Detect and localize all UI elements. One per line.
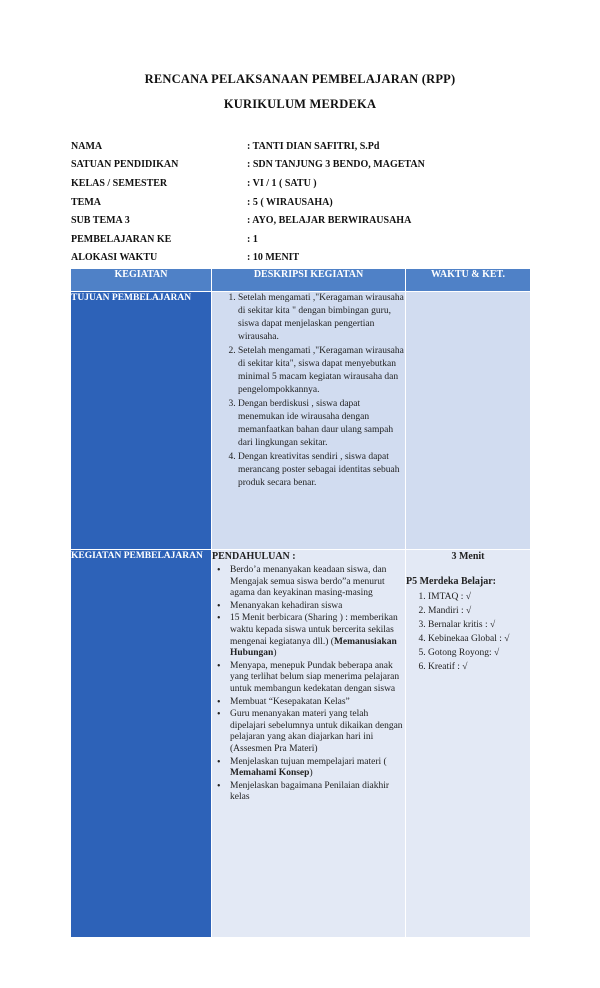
info-row-alokasi xyxy=(71,249,541,268)
list-item: 2. Mandiri : √ xyxy=(428,604,530,618)
list-item: 2. Setelah mengamati ,"Keragaman wirausaha di sekitar kita", siswa dapat menyebutkan minimal 5 macam kegiatan wirausaha dan pengelompokkannya. xyxy=(238,345,405,397)
list-item: • Menjelaskan tujuan mempelajari materi ( Memahami Konsep) xyxy=(230,757,405,780)
list-item: 1. Setelah mengamati ,"Keragaman wirausaha di sekitar kita " dengan bimbingan guru, siswa dapat menjelaskan pengertian wirausaha. xyxy=(238,292,405,344)
info-label: NAMA xyxy=(71,140,103,152)
table-row-kegiatan xyxy=(71,550,531,938)
table-row-tujuan xyxy=(71,292,531,550)
info-label: KELAS / SEMESTER xyxy=(71,177,168,189)
list-item: • 15 Menit berbicara (Sharing ) : memberikan waktu kepada siswa untuk bercerita sekilas mengenai kegiatanya dll.) (Memanusiakan Hubungan) xyxy=(230,613,405,659)
list-item: 6. Kreatif : √ xyxy=(428,660,530,674)
column-header-deskripsi: DESKRIPSI KEGIATAN xyxy=(212,269,406,292)
column-header-waktu: WAKTU & KET. xyxy=(406,269,531,292)
info-label: SUB TEMA 3 xyxy=(71,215,130,227)
info-value: : 5 ( WIRAUSAHA) xyxy=(247,196,333,208)
row-label-kegiatan: KEGIATAN PEMBELAJARAN xyxy=(71,550,212,938)
info-label: ALOKASI WAKTU xyxy=(71,252,158,264)
identity-info xyxy=(71,137,541,267)
tujuan-list xyxy=(212,292,405,490)
info-value: : VI / 1 ( SATU ) xyxy=(247,177,317,189)
kegiatan-waktu-cell xyxy=(406,550,531,938)
info-label: TEMA xyxy=(71,196,101,208)
info-row-nama xyxy=(71,137,541,156)
list-item: 1. IMTAQ : √ xyxy=(428,590,530,604)
info-row-subtema xyxy=(71,211,541,230)
info-label: PEMBELAJARAN KE xyxy=(71,233,172,245)
p5-list xyxy=(406,590,530,674)
list-item: 5. Gotong Royong: √ xyxy=(428,646,530,660)
time-allocation: 3 Menit xyxy=(451,551,485,562)
list-item: 3. Dengan berdiskusi , siswa dapat menemukan ide wirausaha dengan memanfaatkan bahan daur ulang sampah dari lingkungan sekitar. xyxy=(238,398,405,450)
document-subtitle: KURIKULUM MERDEKA xyxy=(223,97,377,111)
info-row-satuan xyxy=(71,156,541,175)
info-label: SATUAN PENDIDIKAN xyxy=(71,159,179,171)
list-item: • Menanyakan kehadiran siswa xyxy=(230,601,405,613)
info-value: : TANTI DIAN SAFITRI, S.Pd xyxy=(247,140,380,152)
table-header-row xyxy=(71,269,531,292)
tujuan-description xyxy=(212,292,406,550)
info-row-kelas xyxy=(71,174,541,193)
list-item: • Berdo’a menanyakan keadaan siswa, dan Mengajak semua siswa berdo”a menurut agama dan keyakinan masing-masing xyxy=(230,565,405,600)
info-value: : AYO, BELAJAR BERWIRAUSAHA xyxy=(247,215,412,227)
info-value: : SDN TANJUNG 3 BENDO, MAGETAN xyxy=(247,159,425,171)
kegiatan-list xyxy=(212,565,405,804)
p5-title: P5 Merdeka Belajar: xyxy=(406,576,496,587)
list-item: • Menyapa, menepuk Pundak beberapa anak yang terlihat belum siap menerima pelajaran untuk membangun kedekatan dengan siswa xyxy=(230,661,405,696)
tujuan-waktu-cell xyxy=(406,292,531,550)
list-item: 3. Bernalar kritis : √ xyxy=(428,618,530,632)
list-item: • Guru menanyakan materi yang telah dipelajari sebelumnya untuk dikaikan dengan pelajaran yang akan diajarkan hari ini (Assesmen Pra Materi) xyxy=(230,709,405,755)
column-header-kegiatan: KEGIATAN xyxy=(71,269,212,292)
section-title: PENDAHULUAN : xyxy=(212,551,296,562)
list-item: 4. Dengan kreativitas sendiri , siswa dapat merancang poster sebagai identitas sebuah produk secara benar. xyxy=(238,451,405,490)
info-value: : 10 MENIT xyxy=(247,252,300,264)
list-item: 4. Kebinekaa Global : √ xyxy=(428,632,530,646)
document-title: RENCANA PELAKSANAAN PEMBELAJARAN (RPP) xyxy=(144,72,456,86)
info-row-pembelajaran xyxy=(71,230,541,249)
info-row-tema xyxy=(71,193,541,212)
info-value: : 1 xyxy=(247,233,258,245)
list-item: • Membuat “Kesepakatan Kelas” xyxy=(230,697,405,709)
activity-table xyxy=(70,268,531,938)
row-label-tujuan: TUJUAN PEMBELAJARAN xyxy=(71,292,212,550)
list-item: • Menjelaskan bagaimana Penilaian diakhir kelas xyxy=(230,781,405,804)
kegiatan-description xyxy=(212,550,406,938)
